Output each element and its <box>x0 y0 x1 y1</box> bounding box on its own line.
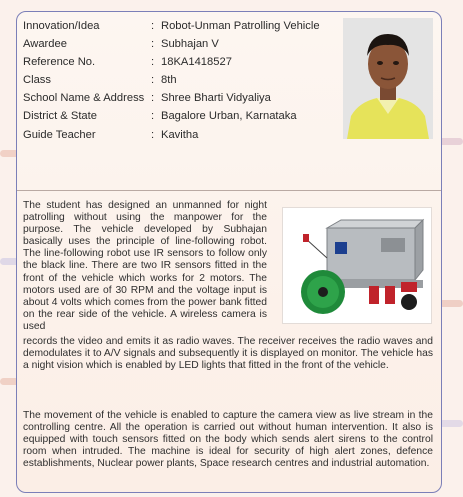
info-value: 18KA1418527 <box>161 56 232 69</box>
awardee-card <box>16 11 442 493</box>
section-divider <box>17 190 441 191</box>
info-label: Class <box>23 74 51 87</box>
description-paragraph-1-continued: records the video and emits it as radio waves. The receiver receives the radio waves and demodulates it to A/V signals and subsequently it is displayed on monitor. The vehicle has a night vision which is enabled by LED lights that fitted in the front of the vehicle. <box>23 336 433 372</box>
info-value: 8th <box>161 74 177 87</box>
info-value: Kavitha <box>161 128 199 141</box>
description-paragraph-2: The movement of the vehicle is enabled to capture the camera view as live stream in the controlling centre. All the operation is carried out without human intervention. It also is equipped with touch sensors fitted on the body which sends alert sirens to the control room when intruded. The machine is ideal for security of high alert zones, defence establishments, Nuclear power plants, Space research centres and industrial automation. <box>23 410 433 470</box>
info-row-class <box>23 71 320 89</box>
info-colon: : <box>151 38 155 51</box>
info-label: Guide Teacher <box>23 128 96 141</box>
info-colon: : <box>151 20 155 32</box>
info-colon: : <box>151 56 155 69</box>
vehicle-image <box>283 208 431 323</box>
info-row-awardee <box>23 35 320 53</box>
awardee-photo <box>343 18 433 139</box>
awardee-portrait-image <box>343 18 433 139</box>
info-value: Robot-Unman Patrolling Vehicle <box>161 20 320 32</box>
info-label: Reference No. <box>23 56 96 69</box>
info-row-reference <box>23 53 320 71</box>
description-paragraph-1: The student has designed an unmanned for night patrolling without using the manpower for the purpose. The vehicle developed by Subhajan basically uses the principle of line-following robot. The line-following robot use IR sensors to follow only the black line. There are two IR sensors fitted in the front of the vehicle which works for 2 motors. The motors used are of 30 RPM and the voltage input is about 4 volts which comes from the power bank fitted on the rear side of the vehicle. A wireless camera is used <box>23 200 267 332</box>
info-colon: : <box>151 92 155 105</box>
vehicle-photo <box>282 207 432 324</box>
info-value: Bagalore Urban, Karnataka <box>161 110 297 123</box>
info-table <box>23 17 320 144</box>
info-label: Innovation/Idea <box>23 20 100 32</box>
info-row-guide <box>23 126 320 144</box>
info-row-school <box>23 89 320 107</box>
info-colon: : <box>151 74 155 87</box>
info-value: Shree Bharti Vidyaliya <box>161 92 271 105</box>
info-row-innovation <box>23 17 320 35</box>
info-label: Awardee <box>23 38 67 51</box>
info-section <box>17 12 441 190</box>
info-colon: : <box>151 110 155 123</box>
info-row-district <box>23 107 320 125</box>
info-value: Subhajan V <box>161 38 219 51</box>
info-label: District & State <box>23 110 97 123</box>
info-label: School Name & Address <box>23 92 145 105</box>
info-colon: : <box>151 128 155 141</box>
